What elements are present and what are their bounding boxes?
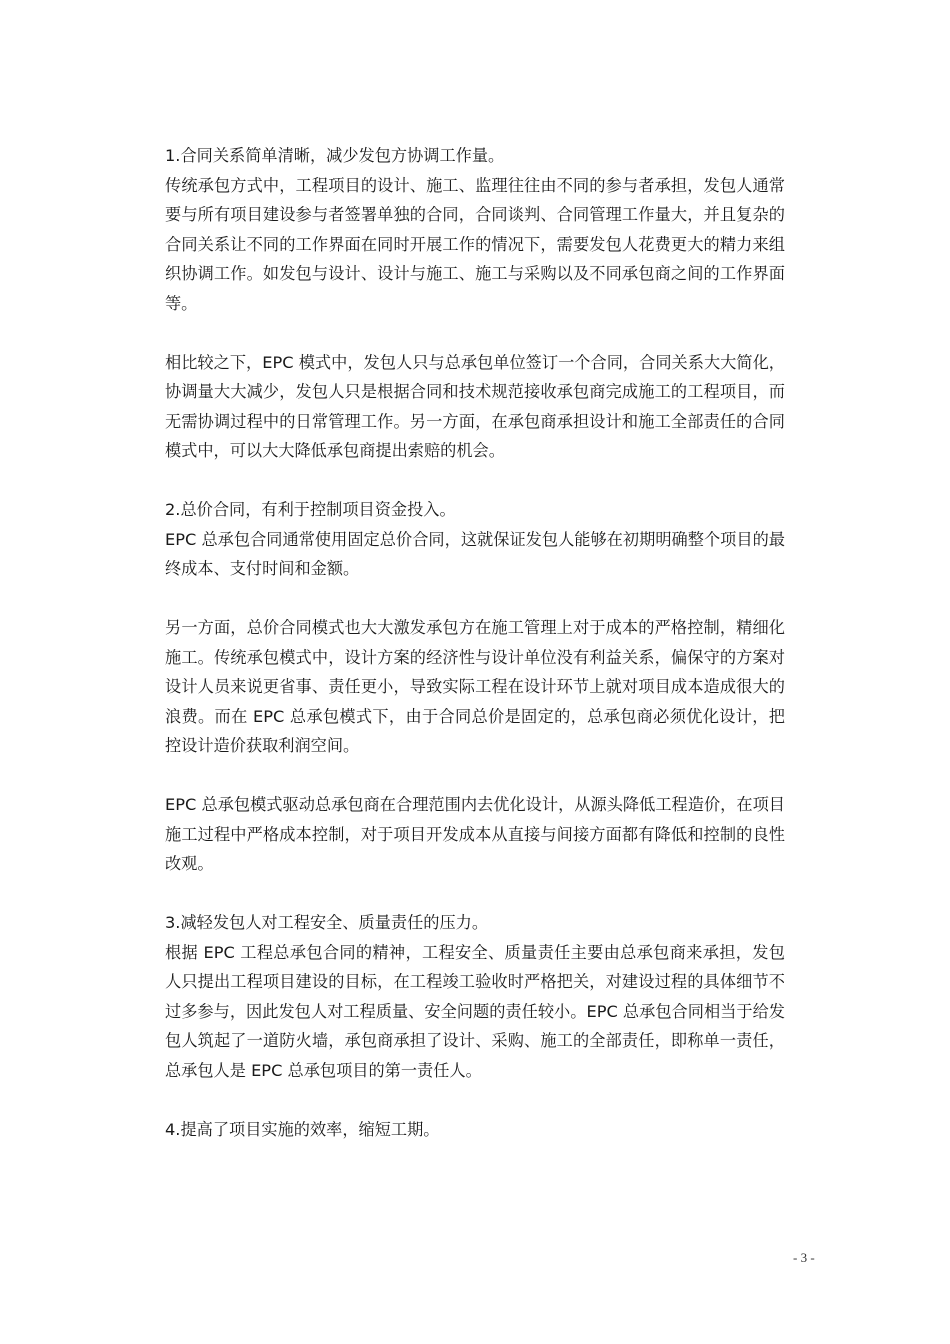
section-heading-3: 3.减轻发包人对工程安全、质量责任的压力。 (165, 913, 489, 932)
paragraph-traditional-contracting: 传统承包方式中，工程项目的设计、施工、监理往往由不同的参与者承担，发包人通常要与所有项目建设参与者签署单独的合同，合同谈判、合同管理工作量大，并且复杂的合同关系让不同的工作界面在同时开展工作的情况下，需要发包人花费更大的精力来组织协调工作。如发包与设计、设计与施工、施工与采购以及不同承包商之间的工作界面等。 (165, 175, 785, 313)
section-heading-4: 4.提高了项目实施的效率，缩短工期。 (165, 1119, 440, 1139)
paragraph-fixed-price: EPC 总承包合同通常使用固定总价合同，这就保证发包人能够在初期明确整个项目的最终成本、支付时间和金额。 (165, 529, 785, 578)
page-number: - 3 - (793, 1250, 815, 1265)
document-body (165, 141, 785, 1144)
section-heading-1: 1.合同关系简单清晰，减少发包方协调工作量。 (165, 146, 505, 165)
paragraph-cost-control: 另一方面，总价合同模式也大大激发承包方在施工管理上对于成本的严格控制，精细化施工。传统承包模式中，设计方案的经济性与设计单位没有利益关系，偏保守的方案对设计人员来说更省事、责任更小，导致实际工程在设计环节上就对项目成本造成很大的浪费。而在 EPC 总承包模式下，由于合同总价是固定的，总承包商必须优化设计，把控设计造价获取利润空间。 (165, 618, 785, 755)
section-heading-2: 2.总价合同，有利于控制项目资金投入。 (165, 500, 456, 519)
paragraph-epc-comparison: 相比较之下，EPC 模式中，发包人只与总承包单位签订一个合同，合同关系大大简化，协调量大大减少，发包人只是根据合同和技术规范接收承包商完成施工的工程项目，而无需协调过程中的日常管理工作。另一方面，在承包商承担设计和施工全部责任的合同模式中，可以大大降低承包商提出索赔的机会。 (165, 352, 785, 460)
paragraph-design-optimization: EPC 总承包模式驱动总承包商在合理范围内去优化设计，从源头降低工程造价，在项目施工过程中严格成本控制，对于项目开发成本从直接与间接方面都有降低和控制的良性改观。 (165, 795, 785, 873)
paragraph-safety-quality: 根据 EPC 工程总承包合同的精神，工程安全、质量责任主要由总承包商来承担，发包人只提出工程项目建设的目标，在工程竣工验收时严格把关，对建设过程的具体细节不过多参与，因此发包人对工程质量、安全问题的责任较小。EPC 总承包合同相当于给发包人筑起了一道防火墙，承包商承担了设计、采购、施工的全部责任，即称单一责任，总承包人是 EPC 总承包项目的第一责任人。 (165, 942, 785, 1080)
